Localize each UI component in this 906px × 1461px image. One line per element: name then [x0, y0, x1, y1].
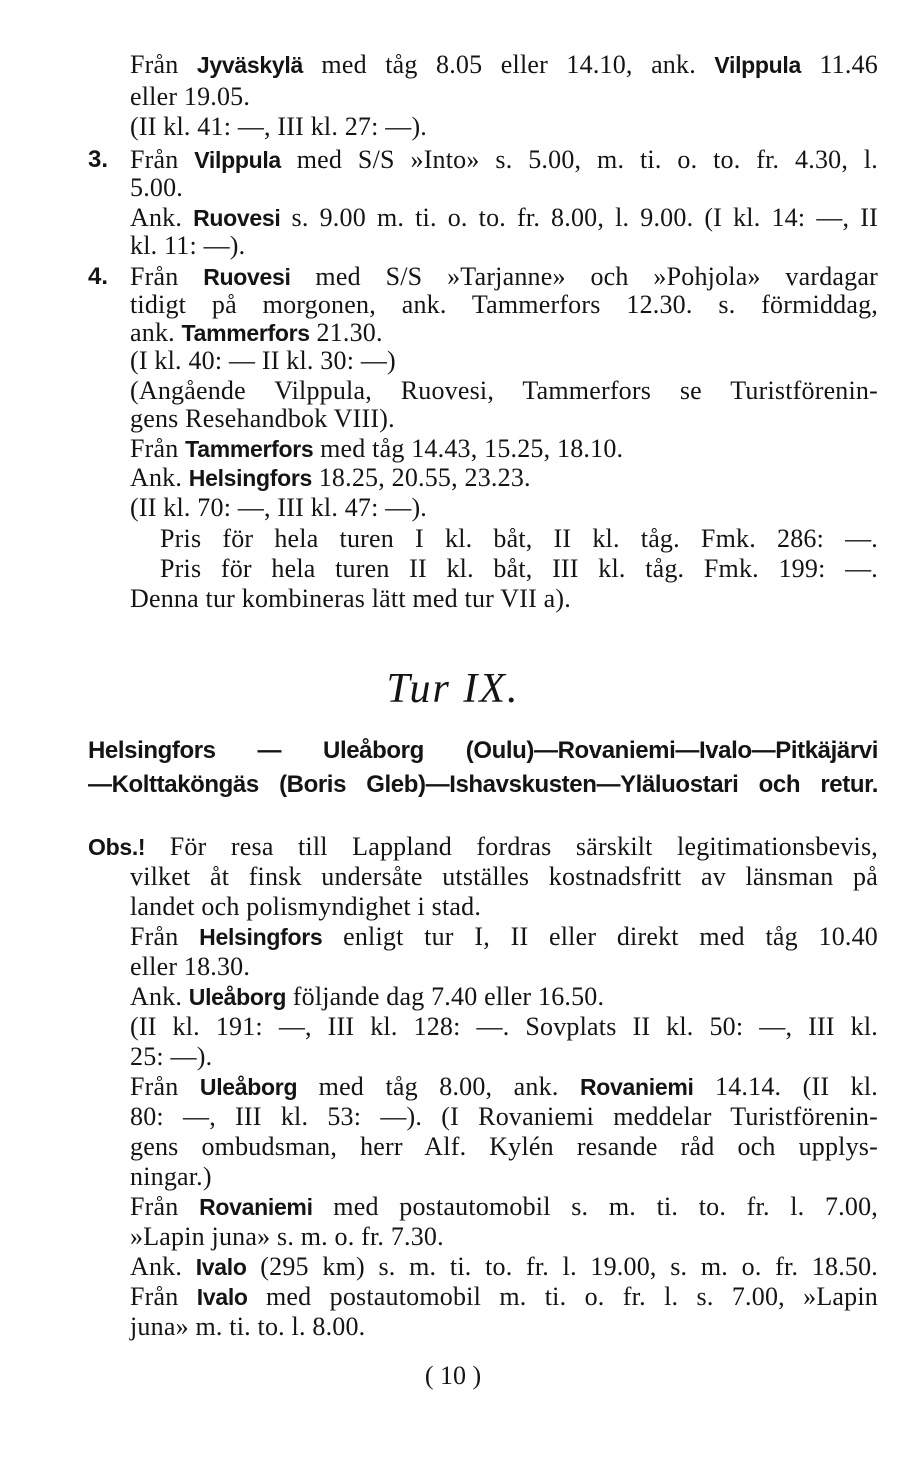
text-line: [130, 584, 878, 614]
line-text: med tåg 8.00, ank.: [297, 1072, 580, 1101]
section-number: 3.: [88, 146, 109, 173]
text-line: [130, 173, 878, 203]
obs-line: [130, 1162, 878, 1192]
line-text: landet och polismyndighet i stad.: [130, 892, 482, 921]
line-text: Pris för hela turen II kl. båt, III kl. tåg. Fmk. 199: —.: [160, 554, 878, 583]
line-text: (II kl. 41: —, III kl. 27: —).: [130, 112, 428, 141]
line-text: med S/S »Into» s. 5.00, m. ti. o. to. fr. 4.30, l.: [280, 145, 878, 174]
line-text: 11.46: [801, 50, 878, 79]
obs-line: [130, 892, 878, 922]
line-text: gens ombudsman, herr Alf. Kylén resande råd och upplys-: [130, 1132, 878, 1161]
obs-line: [130, 1012, 878, 1042]
text-line: [130, 404, 878, 434]
line-text: 80: —, III kl. 53: —). (I Rovaniemi meddelar Turistförenin-: [130, 1102, 878, 1131]
text-line: [130, 82, 878, 112]
line-text: juna» m. ti. to. l. 8.00.: [130, 1312, 366, 1341]
line-text: tidigt på morgonen, ank. Tammerfors 12.30. s. förmiddag,: [130, 290, 878, 319]
route-line-2: —Kolttaköngäs (Boris Gleb)—Ishavskusten—Yläluostari och retur.: [88, 771, 878, 798]
line-text: (295 km) s. m. ti. to. fr. l. 19.00, s. m. o. fr. 18.50.: [246, 1252, 878, 1281]
text-line: [130, 346, 878, 376]
line-text: 14.14. (II kl.: [693, 1072, 878, 1101]
place-name: Vilppula: [194, 147, 281, 173]
place-name: Rovaniemi: [579, 1074, 694, 1100]
text-line: [130, 262, 878, 292]
obs-line: [130, 1222, 878, 1252]
page-number: ( 10 ): [424, 1361, 482, 1390]
place-name: Tammerfors: [181, 320, 310, 346]
obs-line: [130, 922, 878, 952]
line-text: eller 19.05.: [130, 82, 251, 111]
obs-line: [130, 1282, 878, 1312]
text-line: [130, 145, 878, 175]
line-text: Ank.: [130, 203, 194, 232]
place-name: Ivalo: [195, 1254, 247, 1280]
place-name: Ruovesi: [203, 264, 291, 290]
place-name: Rovaniemi: [199, 1194, 313, 1220]
obs-line: [130, 1132, 878, 1162]
place-name: Uleåborg: [188, 984, 287, 1010]
line-text: med postautomobil m. ti. o. fr. l. s. 7.00, »Lapin: [247, 1282, 878, 1311]
text-line: [130, 231, 878, 261]
text-line: [160, 554, 878, 584]
text-line: [130, 112, 878, 142]
line-text: Från: [130, 145, 195, 174]
line-text: Denna tur kombineras lätt med tur VII a).: [130, 584, 571, 613]
obs-line: [130, 952, 878, 982]
line-text: (II kl. 191: —, III kl. 128: —. Sovplats II kl. 50: —, III kl.: [130, 1012, 878, 1041]
line-text: Ank.: [130, 982, 189, 1011]
section-number: 4.: [88, 263, 109, 290]
line-text: För resa till Lappland fordras särskilt legitimationsbevis,: [145, 832, 878, 861]
line-text: kl. 11: —).: [130, 231, 246, 260]
obs-line: [130, 1252, 878, 1282]
line-text: med tåg 8.05 eller 14.10, ank.: [302, 50, 715, 79]
line-text: s. 9.00 m. ti. o. to. fr. 8.00, l. 9.00. (I kl. 14: —, II: [280, 203, 878, 232]
obs-line: [130, 1312, 878, 1342]
line-text: 25: —).: [130, 1042, 213, 1071]
line-text: Från: [130, 1072, 200, 1101]
route-line-1: Helsingfors — Uleåborg (Oulu)—Rovaniemi—Ivalo—Pitkäjärvi: [88, 737, 878, 764]
line-text: följande dag 7.40 eller 16.50.: [286, 982, 605, 1011]
obs-line: [88, 832, 878, 862]
line-text: Från: [130, 1282, 197, 1311]
text-line: [130, 493, 878, 523]
text-line: [160, 524, 878, 554]
line-text: »Lapin juna» s. m. o. fr. 7.30.: [130, 1222, 444, 1251]
line-text: Ank.: [130, 463, 189, 492]
line-text: med postautomobil s. m. ti. to. fr. l. 7.00,: [312, 1192, 878, 1221]
text-line: [130, 203, 878, 233]
line-text: vilket åt finsk undersåte utställes kostnadsfritt av länsman på: [130, 862, 878, 891]
obs-line: [130, 1102, 878, 1132]
line-text: (Angående Vilppula, Ruovesi, Tammerfors se Turistförenin-: [130, 376, 878, 405]
line-text: gens Resehandbok VIII).: [130, 404, 395, 433]
line-text: Från: [130, 434, 186, 463]
line-text: (II kl. 70: —, III kl. 47: —).: [130, 493, 428, 522]
line-text: Ank.: [130, 1252, 196, 1281]
text-line: [130, 463, 878, 493]
place-name: Helsingfors: [199, 924, 323, 950]
line-text: 5.00.: [130, 173, 183, 202]
line-text: enligt tur I, II eller direkt med tåg 10.40: [322, 922, 878, 951]
text-line: [130, 290, 878, 320]
obs-line: [130, 1042, 878, 1072]
line-text: 21.30.: [309, 318, 383, 347]
line-text: Från: [130, 50, 197, 79]
place-name: Helsingfors: [188, 465, 313, 491]
line-text: Från: [130, 1192, 200, 1221]
line-text: (I kl. 40: — II kl. 30: —): [130, 346, 396, 375]
line-text: eller 18.30.: [130, 952, 251, 981]
place-name: Jyväskylä: [196, 52, 303, 78]
obs-line: [130, 1072, 878, 1102]
line-text: ningar.): [130, 1162, 212, 1191]
text-line: [130, 50, 878, 80]
obs-line: [130, 862, 878, 892]
line-text: 18.25, 20.55, 23.23.: [312, 463, 531, 492]
tour-heading: Tur IX.: [386, 666, 520, 712]
line-text: Pris för hela turen I kl. båt, II kl. tåg. Fmk. 286: —.: [160, 524, 878, 553]
text-line: [130, 376, 878, 406]
place-name: Ivalo: [196, 1284, 248, 1310]
obs-line: [130, 1192, 878, 1222]
line-text: ank.: [130, 318, 182, 347]
place-name: Uleåborg: [199, 1074, 298, 1100]
line-text: med tåg 14.43, 15.25, 18.10.: [313, 434, 624, 463]
place-name: Vilppula: [714, 52, 801, 78]
text-line: [130, 318, 878, 348]
place-name: Ruovesi: [193, 205, 281, 231]
line-text: med S/S »Tarjanne» och »Pohjola» vardagar: [290, 262, 878, 291]
text-line: [130, 434, 878, 464]
line-text: Från: [130, 262, 204, 291]
obs-line: [130, 982, 878, 1012]
obs-label: Obs.!: [88, 834, 146, 860]
place-name: Tammerfors: [185, 436, 314, 462]
line-text: Från: [130, 922, 200, 951]
